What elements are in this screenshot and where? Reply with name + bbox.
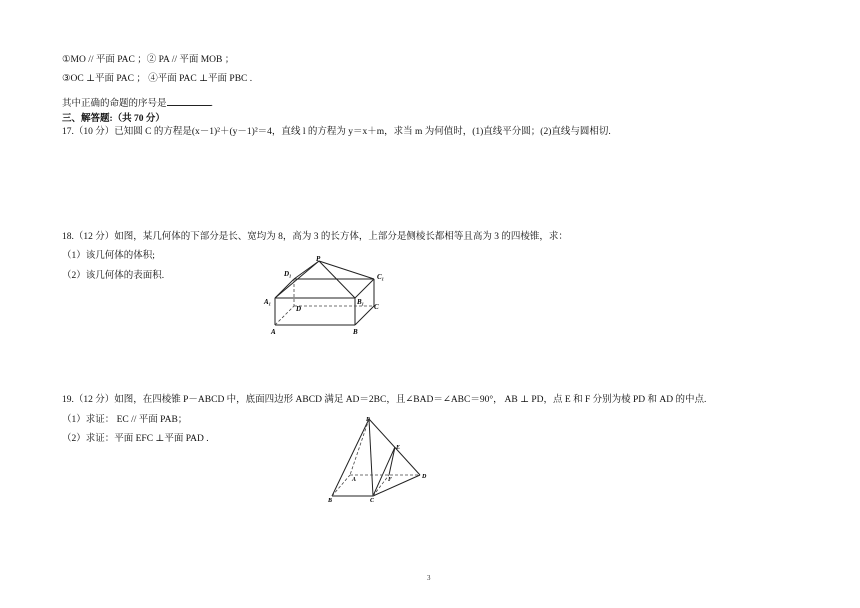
q18-label-c: C (374, 303, 379, 311)
q18-part1: （1）该几何体的体积; (62, 251, 155, 261)
q18-part2: （2）该几何体的表面积. (62, 271, 165, 281)
q18-label-d: D (296, 305, 302, 313)
statement-line-2: ③OC ⊥平面 PAC ； ④平面 PAC ⊥平面 PBC . (62, 74, 253, 84)
q19-part2: （2）求证：平面 EFC ⊥平面 PAD . (62, 434, 209, 444)
answer-blank[interactable] (167, 96, 211, 106)
q19-label-a: A (352, 477, 357, 483)
q18-label-b: B (353, 328, 358, 336)
answer-prompt-line (62, 96, 213, 110)
q19-part1: （1）求证： EC // 平面 PAB； (62, 415, 188, 425)
q19-label-d: D (422, 474, 427, 480)
answer-prompt: 其中正确的命题的序号是 (62, 99, 167, 109)
q17-text: 17.（10 分）已知圆 C 的方程是(x－1)²＋(y－1)²＝4，直线 l 的方程为 y＝x＋m，求当 m 为何值时，(1)直线平分圆；(2)直线与圆相切. (62, 127, 611, 137)
q19-label-c: C (370, 498, 375, 504)
q18-label-a1: A₁ (264, 298, 272, 306)
q19-label-e: E (396, 445, 401, 451)
q19-label-f: F (388, 477, 393, 483)
q19-figure (325, 414, 435, 506)
q18-figure (260, 252, 400, 340)
q18-label-a: A (271, 328, 276, 336)
statement-line-1: ①MO // 平面 PAC ；② PA // 平面 MOB ； (62, 55, 235, 65)
answer-period: . (210, 99, 213, 109)
q18-label-c1: C₁ (377, 273, 385, 281)
q19-label-b: B (328, 498, 333, 504)
q18-label-p: P (316, 255, 321, 263)
page-number: 3 (427, 574, 431, 582)
q19-text: 19.（12 分）如图，在四棱锥 P－ABCD 中，底面四边形 ABCD 满足 AD＝2BC，且∠BAD＝∠ABC＝90°， AB ⊥ PD，点 E 和 F 分别为棱 PD 和 AD 的中点. (62, 395, 707, 405)
q18-label-d1: D₁ (284, 270, 292, 278)
q18-text: 18.（12 分）如图，某几何体的下部分是长、宽均为 8，高为 3 的长方体，上部分是侧棱长都相等且高为 3 的四棱锥，求： (62, 232, 568, 242)
q19-label-p: P (366, 417, 370, 423)
q18-label-b1: B₁ (357, 298, 365, 306)
section-title: 三、解答题:（共 70 分） (62, 114, 165, 124)
